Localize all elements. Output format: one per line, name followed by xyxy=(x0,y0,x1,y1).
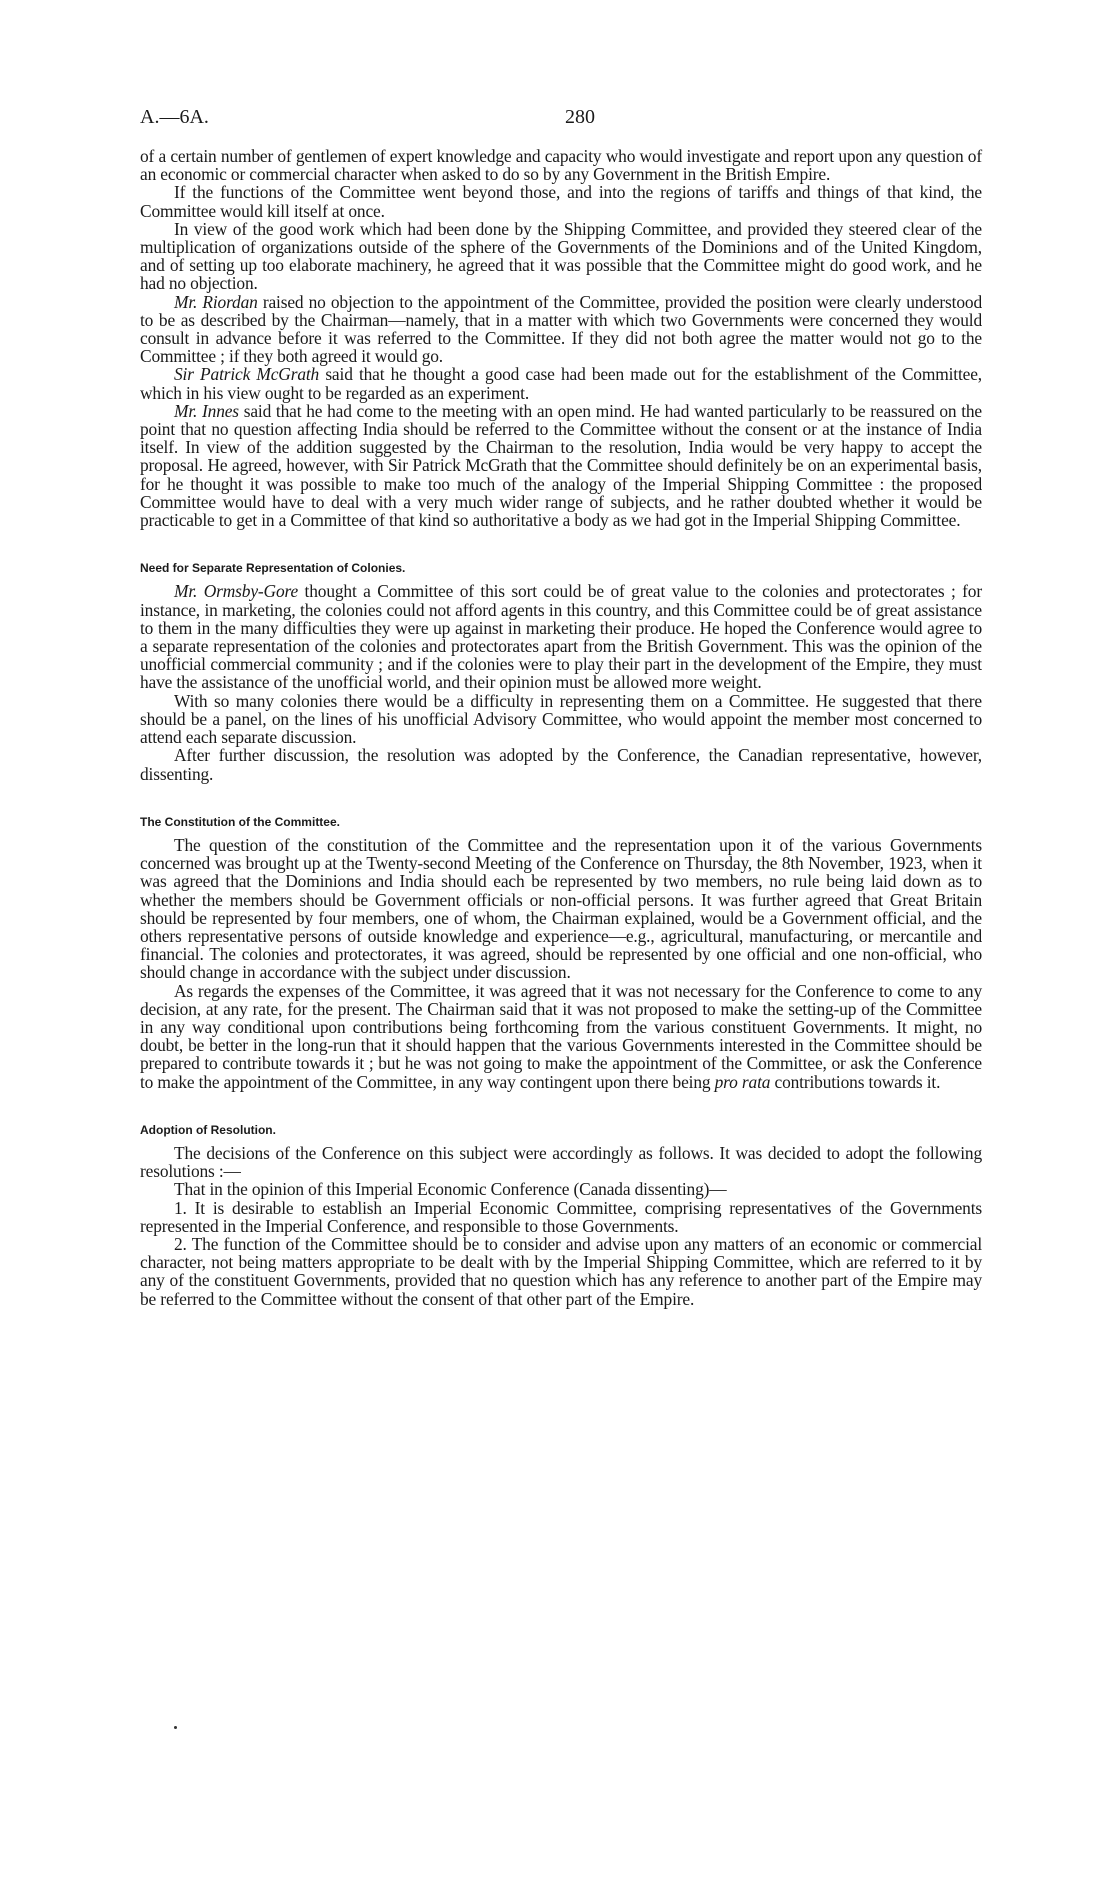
speaker-name: Mr. Innes xyxy=(174,400,239,421)
paragraph: That in the opinion of this Imperial Economic Conference (Canada dissenting)— xyxy=(174,1179,727,1200)
paragraph: After further discussion, the resolution was adopted by the Conference, the Canadian representative, however, dissenting. xyxy=(140,745,982,784)
paragraph xyxy=(140,402,982,529)
paragraph-text: said that he had come to the meeting with an open mind. He had wanted particularly to be reassured on the point that no question affecting India should be referred to the Committee without the consent or at the instance of India itself. In view of the addition suggested by the Chairman to the resolution, India would be very happy to accept the proposal. He agreed, however, with Sir Patrick McGrath that the Committee should definitely be on an experimental basis, for he thought it was possible to make too much of the analogy of the Imperial Shipping Committee : the proposed Committee would have to deal with a very much wider range of subjects, and he rather doubted whether it would be practicable to get in a Committee of that kind so authoritative a body as we had got in the Imperial Shipping Committee. xyxy=(140,400,983,531)
page-number: 280 xyxy=(565,106,595,128)
paragraph-text: thought a Committee of this sort could be of great value to the colonies and protectorates ; for instance, in marketing, the colonies could not afford agents in this country, and this Committee could be of great assistance to them in the many difficulties they were up against in marketing their produce. He hoped the Conference would agree to a separate representation of the colonies and protectorates apart from the British Government. This was the opinion of the unofficial commercial community ; and if the colonies were to play their part in the development of the Empire, they must have the assistance of the unofficial world, and their opinion must be allowed more weight. xyxy=(140,581,982,693)
paragraph: The question of the constitution of the Committee and the representation upon it of the various Governments concerned was brought up at the Twenty-second Meeting of the Conference on Thursday, the 8th November, 1923, when it was agreed that the Dominions and India should each be represented by two members, no rule being laid down as to whether the members should be Government officials or non-official persons. It was further agreed that Great Britain should be represented by four members, one of whom, the Chairman explained, would be a Government official, and the others representative persons of outside knowledge and experience—e.g., agricultural, manufacturing, or mercantile and financial. The colonies and protectorates, it was agreed, should be represented by one official and one non-official, who should change in accordance with the subject under discussion. xyxy=(140,834,982,983)
speaker-name: Sir Patrick McGrath xyxy=(174,364,320,385)
paragraph: In view of the good work which had been done by the Shipping Committee, and provided they steered clear of the multiplication of organizations outside of the sphere of the Governments of the Dominions and of the United Kingdom, and of setting up too elaborate machinery, he agreed that it was possible that the Committee might do good work, and he had no objection. xyxy=(140,218,982,294)
document-body xyxy=(140,147,982,1308)
speaker-name: Mr. Riordan xyxy=(174,291,258,312)
section-heading: Need for Separate Representation of Colonies. xyxy=(140,561,406,576)
section-heading: Adoption of Resolution. xyxy=(140,1122,276,1137)
paragraph: If the functions of the Committee went beyond those, and into the regions of tariffs and things of that kind, the Committee would kill itself at once. xyxy=(140,182,982,221)
paragraph: With so many colonies there would be a difficulty in representing them on a Committee. He suggested that there should be a panel, on the lines of his unofficial Advisory Committee, who would appoint the member most concerned to attend each separate discussion. xyxy=(140,690,982,748)
paragraph xyxy=(140,365,982,401)
paragraph xyxy=(140,293,982,366)
document-reference: A.—6A. xyxy=(140,106,209,128)
paragraph xyxy=(140,982,982,1091)
paragraph: The decisions of the Conference on this subject were accordingly as follows. It was decided to adopt the following resolutions :— xyxy=(140,1142,982,1182)
paragraph-text: raised no objection to the appointment of the Committee, provided the position were clearly understood to be as described by the Chairman—namely, that in a matter with which two Governments were concerned they would consult in advance before it was referred to the Committee. If they did not both agree the matter would not go to the Committee ; if they both agreed it would go. xyxy=(140,291,982,367)
paragraph-text: As regards the expenses of the Committee, it was agreed that it was not necessary for the Conference to come to any decision, at any rate, for the present. The Chairman said that it was not proposed to make the setting-up of the Committee in any way conditional upon contributions being forthcoming from the various constituent Governments. It might, no doubt, be better in the long-run that it should happen that the various Governments interested in the Committee should be prepared to contribute towards it ; but he was not going to make the appointment of the Committee, or ask the Conference to make the appointment of the Committee, in any way contingent upon there being xyxy=(140,980,982,1092)
scan-speck xyxy=(174,1726,177,1729)
speaker-name: Mr. Ormsby-Gore xyxy=(174,581,299,602)
section-heading: The Constitution of the Committee. xyxy=(140,814,340,829)
paragraph xyxy=(140,582,982,691)
italic-phrase: pro rata xyxy=(714,1071,771,1092)
resolution-item: 1. It is desirable to establish an Imperial Economic Committee, comprising representatives of the Governments represented in the Imperial Conference, and responsible to those Governments. xyxy=(140,1197,982,1236)
paragraph-text: contributions towards it. xyxy=(770,1071,941,1092)
page-header xyxy=(140,106,980,130)
resolution-item: 2. The function of the Committee should be to consider and advise upon any matters of an economic or commercial character, not being matters appropriate to be dealt with by the Imperial Shipping Committee, which are referred to it by any of the constituent Governments, provided that no question which has any reference to another part of the Empire may be referred to the Committee without the consent of that other part of the Empire. xyxy=(140,1233,982,1309)
paragraph: of a certain number of gentlemen of expert knowledge and capacity who would investigate and report upon any question of an economic or commercial character when asked to do so by any Government in the British Empire. xyxy=(140,146,982,185)
paragraph-text: said that he thought a good case had been made out for the establishment of the Committee, which in his view ought to be regarded as an experiment. xyxy=(140,364,982,403)
